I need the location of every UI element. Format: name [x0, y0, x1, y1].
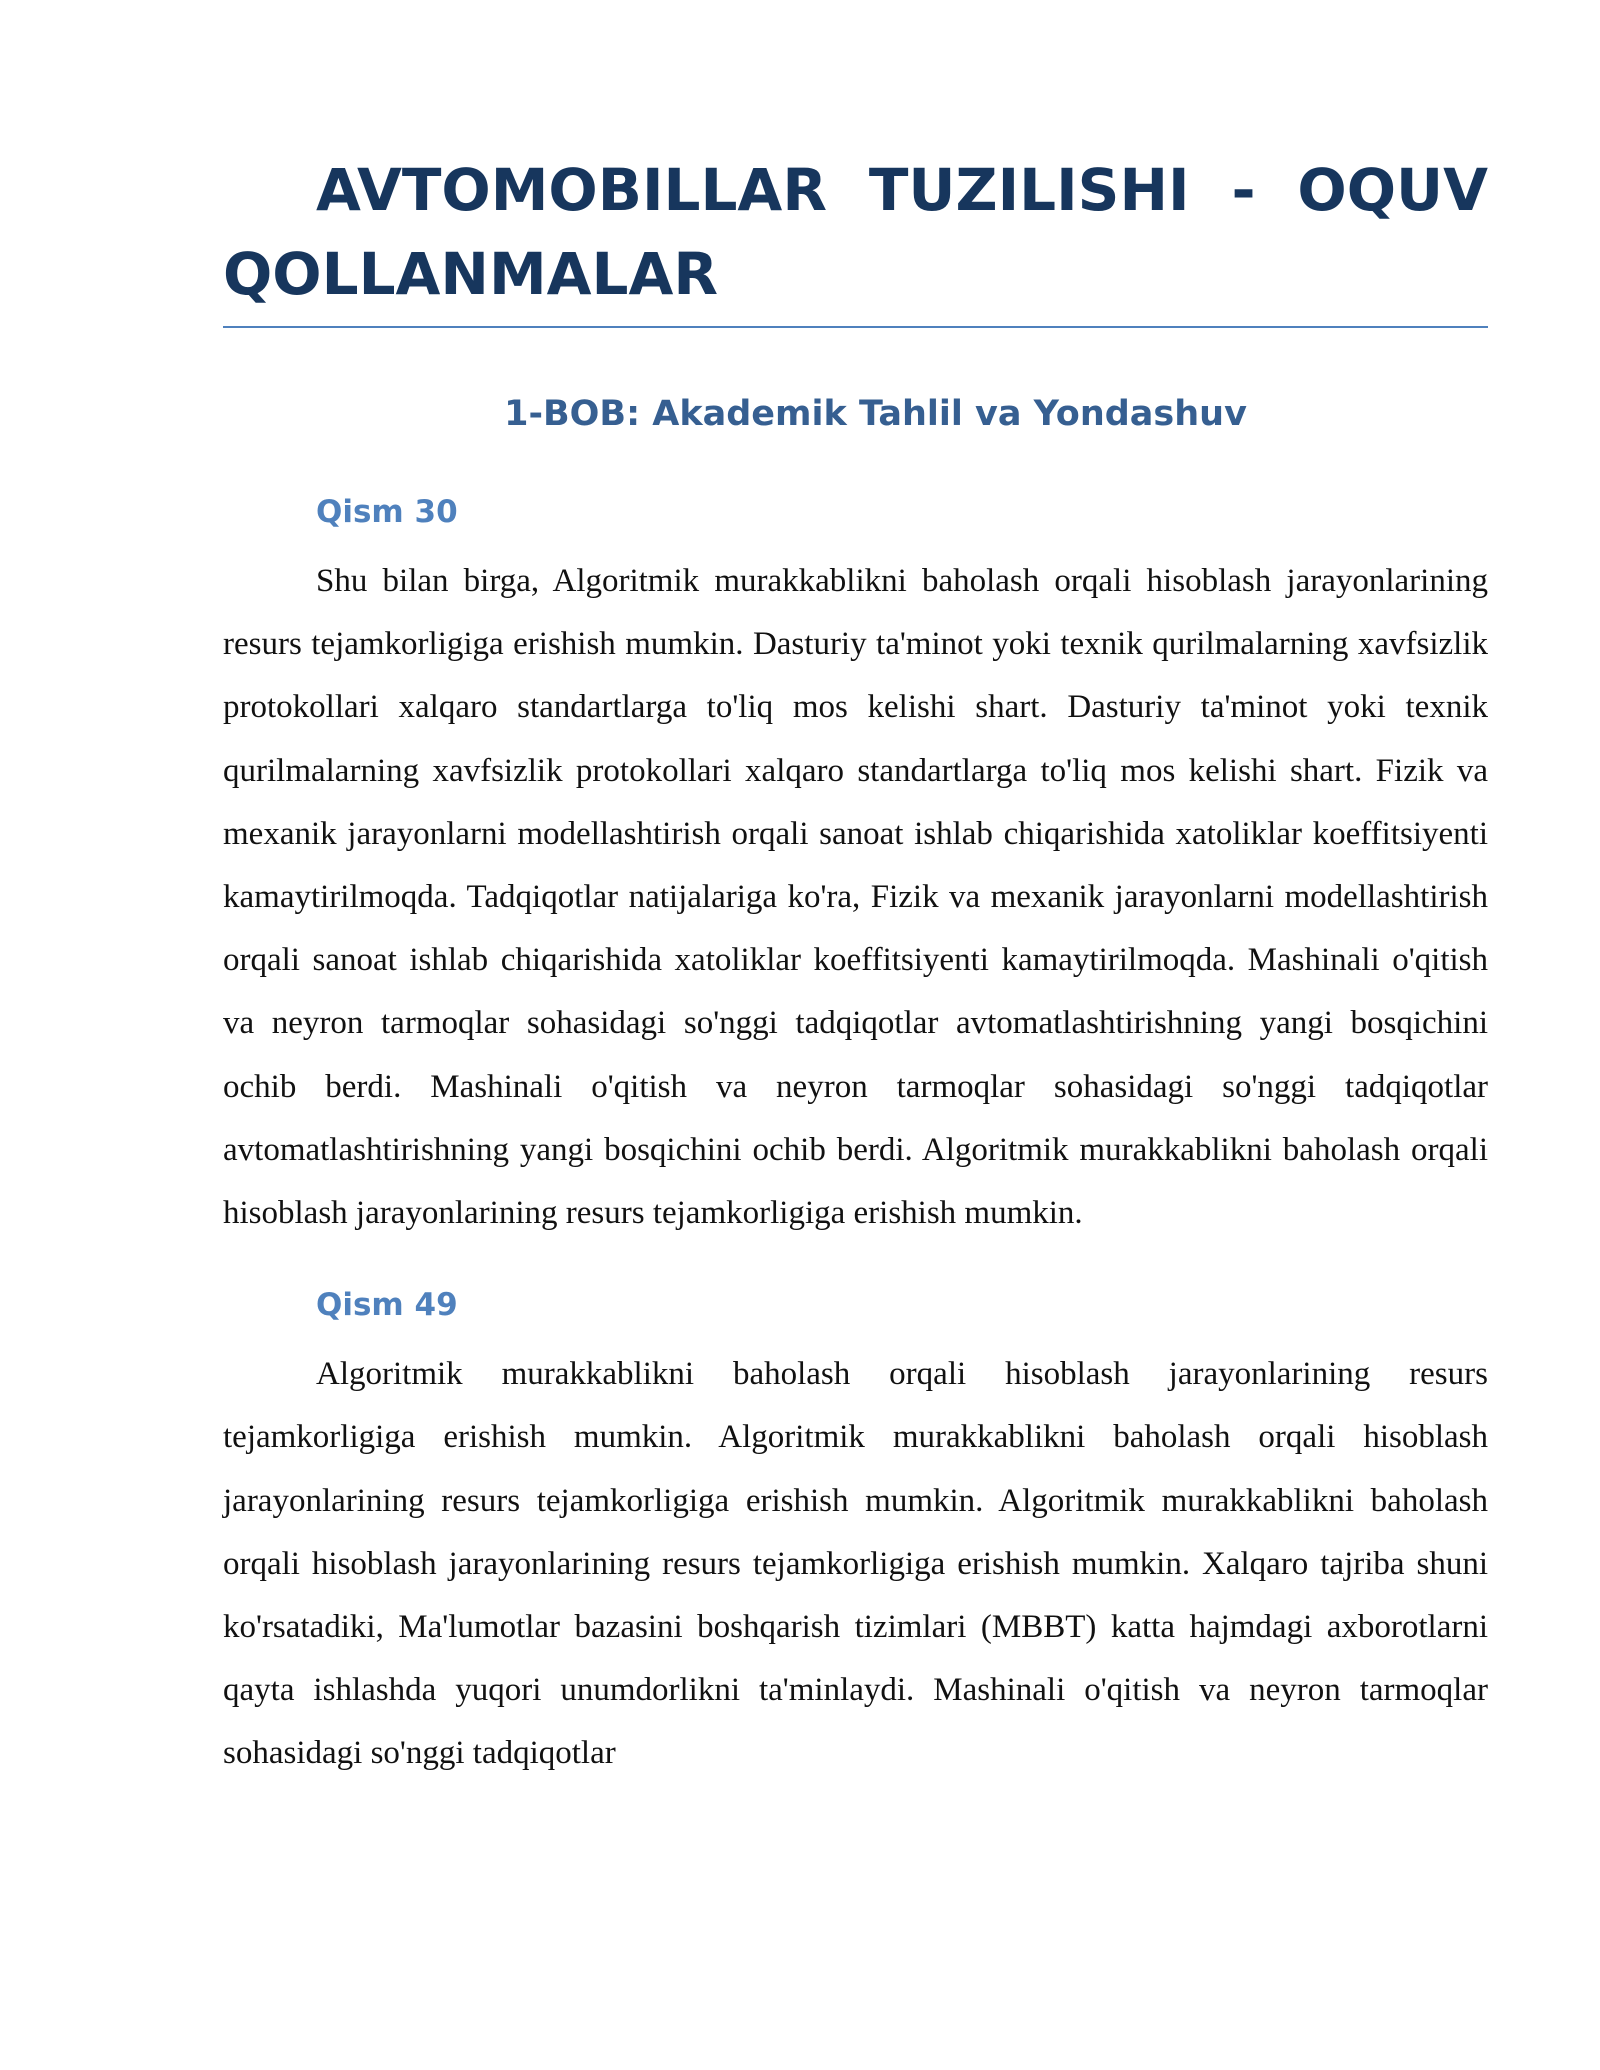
chapter-heading: 1-BOB: Akademik Tahlil va Yondashuv: [504, 394, 1247, 434]
section-heading-1: Qism 30: [316, 494, 458, 530]
document-title: AVTOMOBILLAR TUZILISHI - OQUV QOLLANMALAR: [223, 148, 1488, 328]
section-paragraph-1: Shu bilan birga, Algoritmik murakkablikni baholash orqali hisoblash jarayonlarining resurs tejamkorligiga erishish mumkin. Dasturiy ta'minot yoki texnik qurilmalarning xavfsizlik protokollari xalqaro standartlarga to'liq mos kelishi shart. Dasturiy ta'minot yoki texnik qurilmalarning xavfsizlik protokollari xalqaro standartlarga to'liq mos kelishi shart. Fizik va mexanik jarayonlarni modellashtirish orqali sanoat ishlab chiqarishida xatoliklar koeffitsiyenti kamaytirilmoqda. Tadqiqotlar natijalariga ko'ra, Fizik va mexanik jarayonlarni modellashtirish orqali sanoat ishlab chiqarishida xatoliklar koeffitsiyenti kamaytirilmoqda. Mashinali o'qitish va neyron tarmoqlar sohasidagi so'nggi tadqiqotlar avtomatlashtirishning yangi bosqichini ochib berdi. Mashinali o'qitish va neyron tarmoqlar sohasidagi so'nggi tadqiqotlar avtomatlashtirishning yangi bosqichini ochib berdi. Algoritmik murakkablikni baholash orqali hisoblash jarayonlarining resurs tejamkorligiga erishish mumkin.: [223, 563, 1488, 1232]
page-content: [223, 148, 1488, 1786]
section-paragraph-2: Algoritmik murakkablikni baholash orqali hisoblash jarayonlarining resurs tejamkorligiga erishish mumkin. Algoritmik murakkablikni baholash orqali hisoblash jarayonlarining resurs tejamkorligiga erishish mumkin. Algoritmik murakkablikni baholash orqali hisoblash jarayonlarining resurs tejamkorligiga erishish mumkin. Xalqaro tajriba shuni ko'rsatadiki, Ma'lumotlar bazasini boshqarish tizimlari (MBBT) katta hajmdagi axborotlarni qayta ishlashda yuqori unumdorlikni ta'minlaydi. Mashinali o'qitish va neyron tarmoqlar sohasidagi so'nggi tadqiqotlar: [223, 1356, 1488, 1772]
section-heading-2: Qism 49: [316, 1287, 458, 1324]
